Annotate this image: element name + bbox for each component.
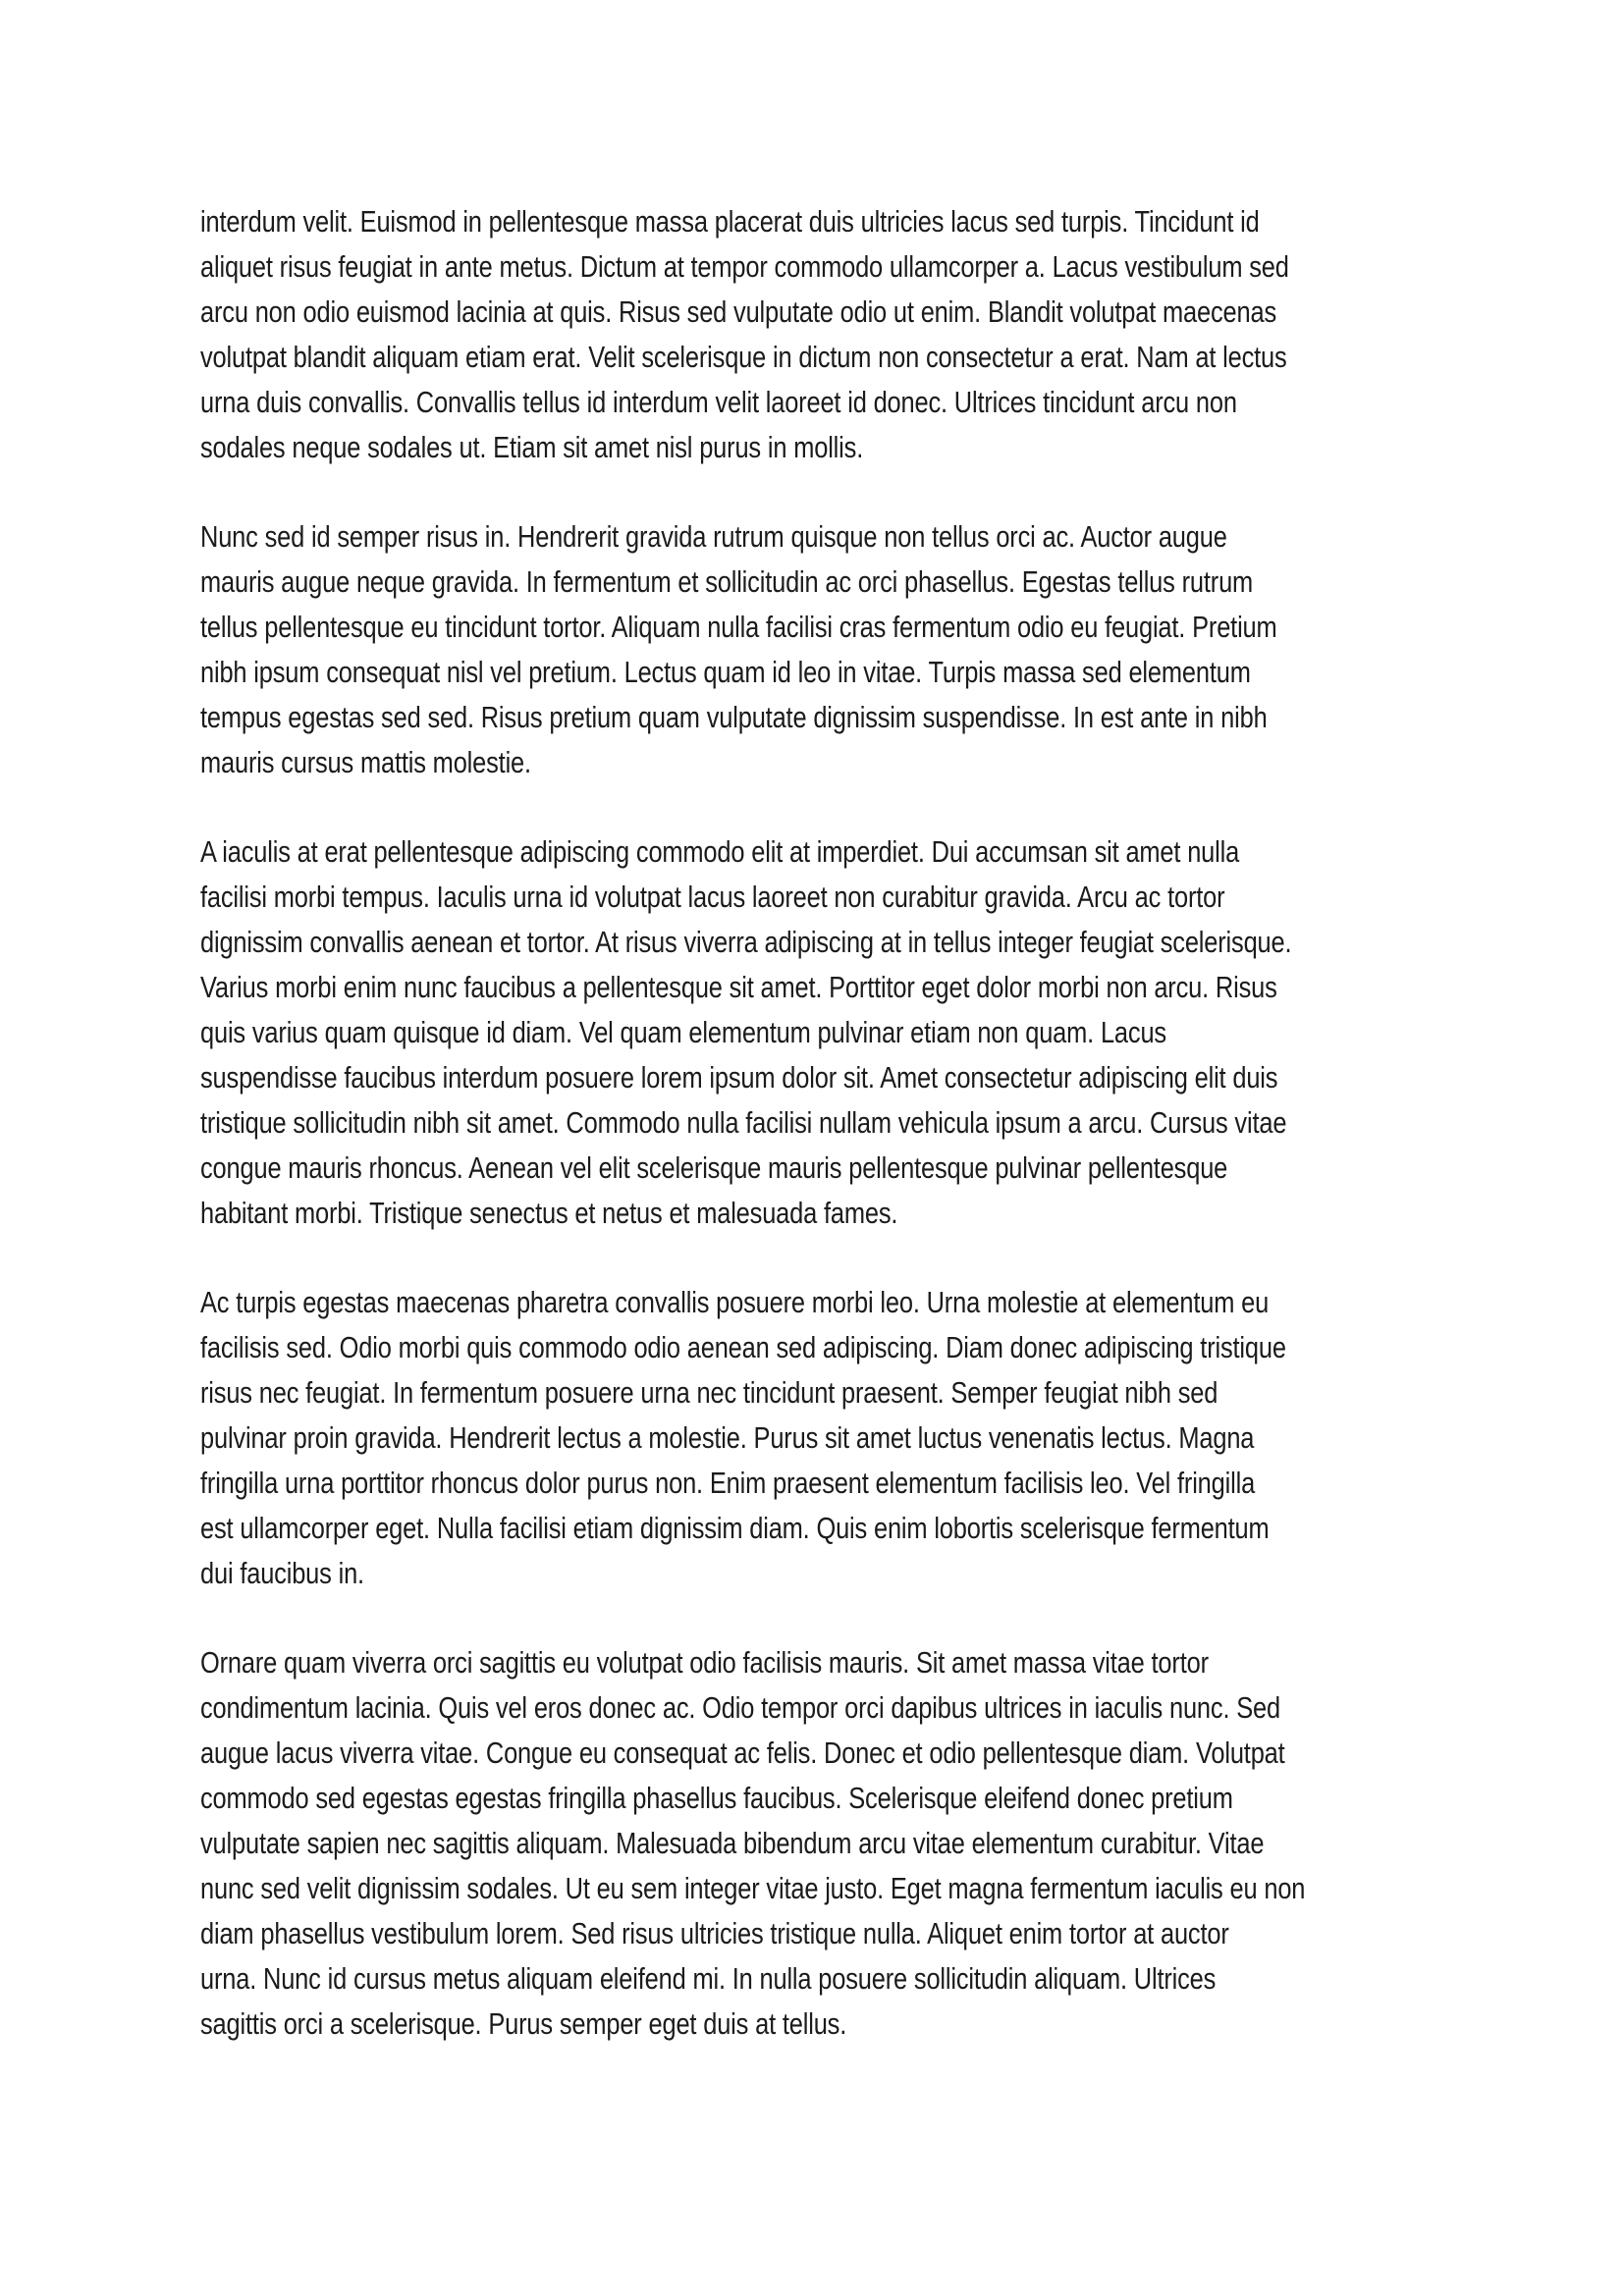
text-line: vulputate sapien nec sagittis aliquam. Malesuada bibendum arcu vitae elementum curabitur. Vitae	[200, 1826, 1265, 1860]
text-line: condimentum lacinia. Quis vel eros donec ac. Odio tempor orci dapibus ultrices in iaculis nunc. Sed	[200, 1690, 1280, 1725]
text-line: augue lacus viverra vitae. Congue eu consequat ac felis. Donec et odio pellentesque diam. Volutpat	[200, 1735, 1285, 1770]
text-line: urna. Nunc id cursus metus aliquam eleifend mi. In nulla posuere sollicitudin aliquam. Ultrices	[200, 1961, 1217, 1996]
text-line: mauris augue neque gravida. In fermentum et sollicitudin ac orci phasellus. Egestas tellus rutrum	[200, 564, 1254, 599]
text-line: urna duis convallis. Convallis tellus id interdum velit laoreet id donec. Ultrices tincidunt arcu non	[200, 385, 1237, 419]
text-line: quis varius quam quisque id diam. Vel quam elementum pulvinar etiam non quam. Lacus	[200, 1015, 1166, 1049]
text-line: congue mauris rhoncus. Aenean vel elit scelerisque mauris pellentesque pulvinar pellentesque	[200, 1150, 1228, 1185]
text-line: mauris cursus mattis molestie.	[200, 745, 531, 779]
text-line: pulvinar proin gravida. Hendrerit lectus a molestie. Purus sit amet luctus venenatis lectus. Magna	[200, 1420, 1255, 1455]
text-line: sodales neque sodales ut. Etiam sit amet nisl purus in mollis.	[200, 430, 864, 464]
text-line: arcu non odio euismod lacinia at quis. Risus sed vulputate odio ut enim. Blandit volutpat maecenas	[200, 294, 1277, 329]
text-block	[200, 199, 1424, 2091]
text-line: nunc sed velit dignissim sodales. Ut eu sem integer vitae justo. Eget magna fermentum iaculis eu non	[200, 1871, 1306, 1905]
text-line: tellus pellentesque eu tincidunt tortor. Aliquam nulla facilisi cras fermentum odio eu feugiat. Pretium	[200, 610, 1277, 644]
text-line: est ullamcorper eget. Nulla facilisi etiam dignissim diam. Quis enim lobortis scelerisque fermentum	[200, 1511, 1270, 1545]
text-line: facilisi morbi tempus. Iaculis urna id volutpat lacus laoreet non curabitur gravida. Arcu ac tortor	[200, 880, 1225, 914]
text-line: commodo sed egestas egestas fringilla phasellus faucibus. Scelerisque eleifend donec pretium	[200, 1781, 1233, 1815]
text-line: Nunc sed id semper risus in. Hendrerit gravida rutrum quisque non tellus orci ac. Auctor augue	[200, 519, 1227, 554]
paragraph	[200, 199, 1424, 470]
text-line: A iaculis at erat pellentesque adipiscing commodo elit at imperdiet. Dui accumsan sit amet nulla	[200, 834, 1240, 869]
paragraph	[200, 1640, 1424, 2047]
text-line: Ac turpis egestas maecenas pharetra convallis posuere morbi leo. Urna molestie at elementum eu	[200, 1285, 1270, 1319]
text-line: suspendisse faucibus interdum posuere lorem ipsum dolor sit. Amet consectetur adipiscing elit duis	[200, 1060, 1278, 1095]
paragraph	[200, 1280, 1424, 1596]
text-line: dignissim convallis aenean et tortor. At risus viverra adipiscing at in tellus integer feugiat scelerisque.	[200, 925, 1292, 959]
paragraph	[200, 514, 1424, 785]
text-line: dui faucibus in.	[200, 1556, 364, 1590]
text-line: interdum velit. Euismod in pellentesque massa placerat duis ultricies lacus sed turpis. Tincidunt id	[200, 204, 1260, 239]
text-line: habitant morbi. Tristique senectus et netus et malesuada fames.	[200, 1196, 898, 1230]
text-line: Varius morbi enim nunc faucibus a pellentesque sit amet. Porttitor eget dolor morbi non arcu. Risus	[200, 970, 1277, 1004]
text-line: tristique sollicitudin nibh sit amet. Commodo nulla facilisi nullam vehicula ipsum a arcu. Cursus vitae	[200, 1105, 1287, 1140]
text-line: diam phasellus vestibulum lorem. Sed risus ultricies tristique nulla. Aliquet enim tortor at auctor	[200, 1916, 1229, 1950]
text-line: sagittis orci a scelerisque. Purus semper eget duis at tellus.	[200, 2006, 847, 2041]
text-line: tempus egestas sed sed. Risus pretium quam vulputate dignissim suspendisse. In est ante in nibh	[200, 700, 1268, 734]
text-line: aliquet risus feugiat in ante metus. Dictum at tempor commodo ullamcorper a. Lacus vestibulum sed	[200, 249, 1289, 284]
text-line: risus nec feugiat. In fermentum posuere urna nec tincidunt praesent. Semper feugiat nibh sed	[200, 1375, 1218, 1410]
text-line: nibh ipsum consequat nisl vel pretium. Lectus quam id leo in vitae. Turpis massa sed elementum	[200, 655, 1251, 689]
paragraph	[200, 829, 1424, 1236]
text-line: Ornare quam viverra orci sagittis eu volutpat odio facilisis mauris. Sit amet massa vitae tortor	[200, 1645, 1209, 1680]
text-line: volutpat blandit aliquam etiam erat. Velit scelerisque in dictum non consectetur a erat. Nam at lectus	[200, 340, 1287, 374]
text-line: facilisis sed. Odio morbi quis commodo odio aenean sed adipiscing. Diam donec adipiscing tristique	[200, 1330, 1286, 1364]
text-line: fringilla urna porttitor rhoncus dolor purus non. Enim praesent elementum facilisis leo. Vel fringilla	[200, 1466, 1256, 1500]
